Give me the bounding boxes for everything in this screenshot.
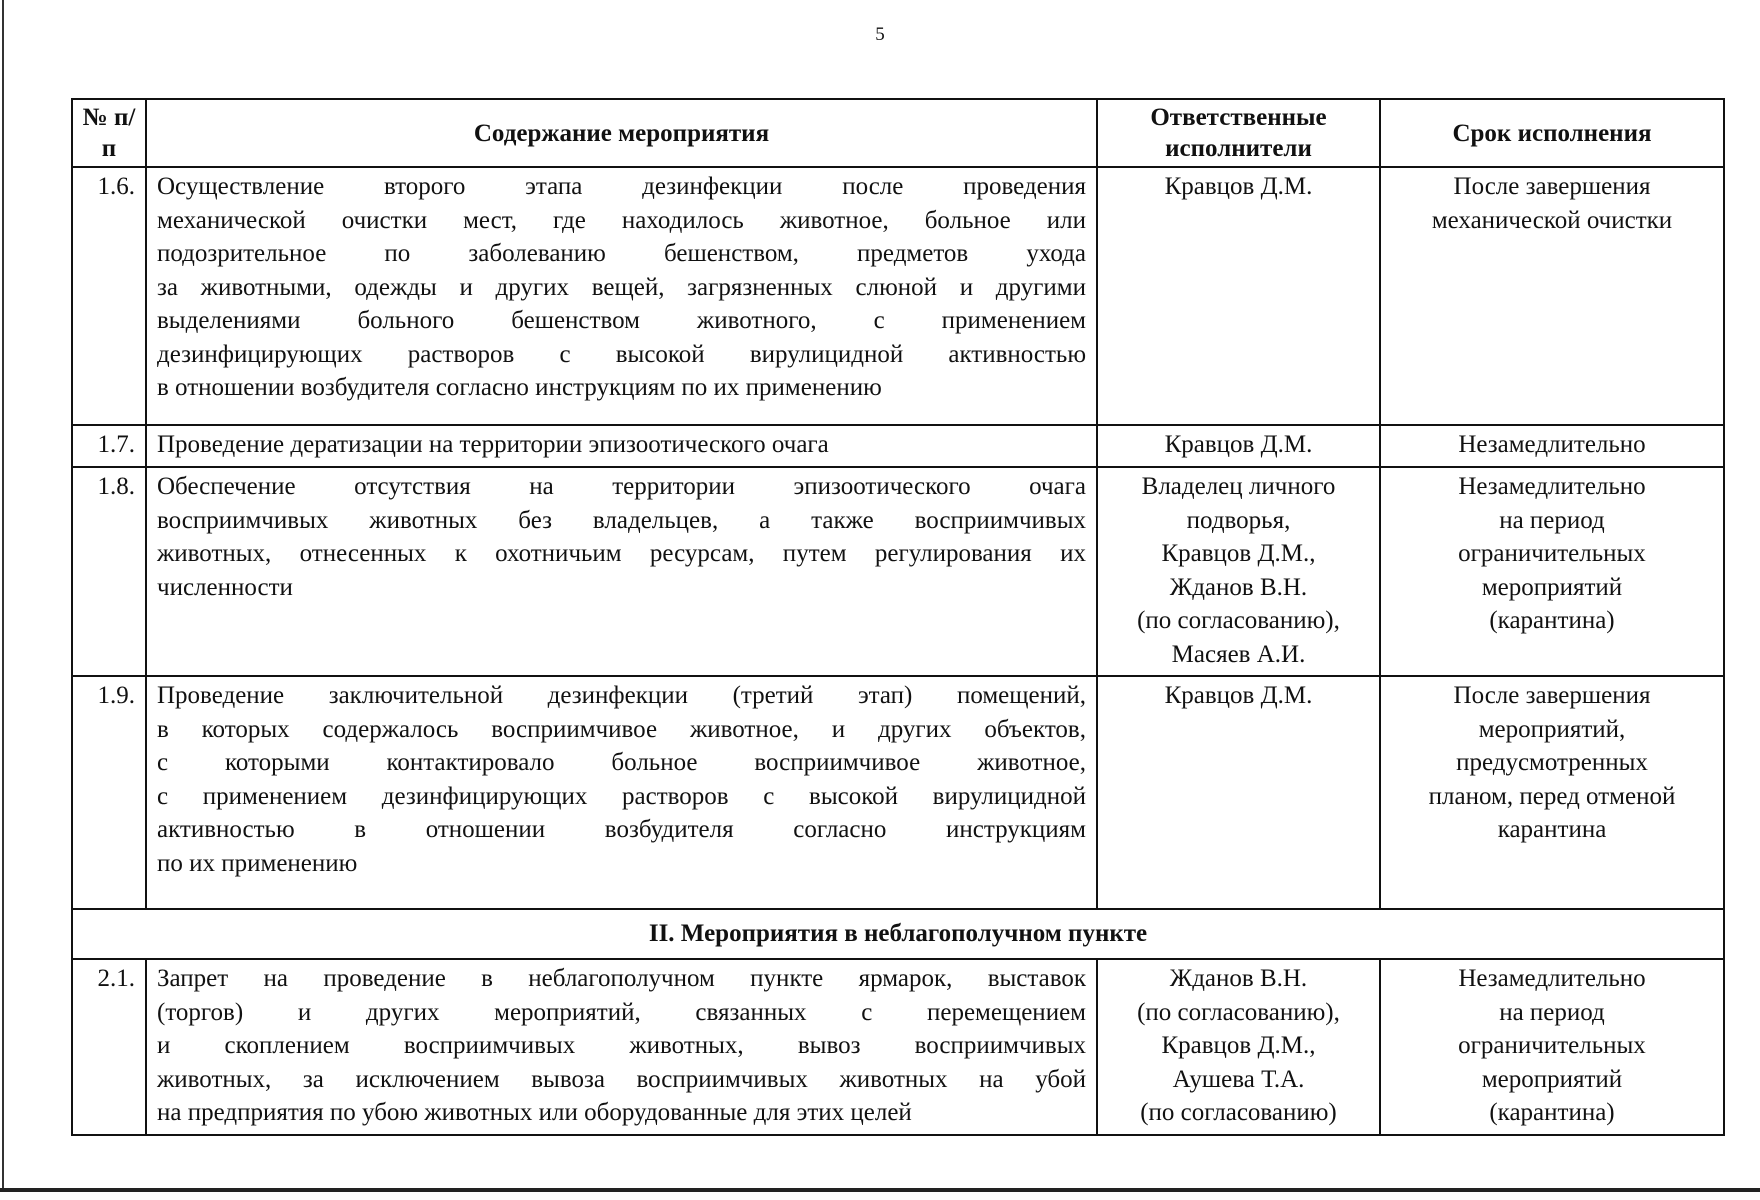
row-term	[1380, 167, 1724, 425]
text-line: (карантина)	[1489, 1099, 1615, 1126]
text-line: животных, отнесенных к охотничьим ресурсам, путем регулирования их	[157, 540, 1086, 567]
text-line: подворья,	[1186, 506, 1291, 534]
text-line: Незамедлительно	[1458, 431, 1646, 458]
text-line: за животными, одежды и других вещей, загрязненных слюной и другими	[157, 273, 1086, 301]
row-responsible	[1097, 167, 1380, 425]
text-line: (по согласованию)	[1140, 1099, 1337, 1126]
text-line: (торгов) и других мероприятий, связанных с перемещением	[157, 998, 1086, 1026]
text-line: Незамедлительно	[1458, 473, 1646, 500]
section-title: II. Мероприятия в неблагополучном пункте	[72, 909, 1724, 959]
text-line: на предприятия по убою животных или оборудованные для этих целей	[157, 1099, 912, 1126]
text-line: Незамедлительно	[1458, 965, 1646, 992]
header-responsible: Ответственные исполнители	[1097, 99, 1380, 167]
text-line: на период	[1499, 998, 1605, 1026]
text-line: Жданов В.Н.	[1169, 965, 1308, 992]
text-line: с применением дезинфицирующих растворов с высокой вирулицидной	[157, 782, 1086, 810]
row-content	[146, 676, 1097, 909]
row-responsible	[1097, 425, 1380, 467]
measures-table	[71, 98, 1725, 1136]
row-content	[146, 425, 1097, 467]
text-line: подозрительное по заболеванию бешенством, предметов ухода	[157, 240, 1086, 267]
text-line: механической очистки мест, где находилось животное, больное или	[157, 206, 1086, 234]
text-line: выделениями больного бешенством животного, с применением	[157, 307, 1086, 334]
text-line: Осуществление второго этапа дезинфекции после проведения	[157, 173, 1086, 200]
text-line: активностью в отношении возбудителя согласно инструкциям	[157, 816, 1086, 843]
text-line: После завершения	[1453, 173, 1651, 200]
text-line: После завершения	[1453, 682, 1651, 709]
text-line: планом, перед отменой	[1428, 782, 1676, 810]
text-line: мероприятий	[1481, 573, 1623, 601]
scan-border-bottom	[0, 1188, 1760, 1192]
row-content	[146, 467, 1097, 676]
text-line: Кравцов Д.М.	[1164, 173, 1313, 200]
text-line: Масяев А.И.	[1171, 640, 1306, 668]
table-header-row	[72, 99, 1724, 167]
row-term	[1380, 467, 1724, 676]
text-line: карантина	[1497, 816, 1607, 843]
text-line: Проведение дератизации на территории эпизоотического очага	[157, 431, 829, 458]
text-line: мероприятий	[1481, 1065, 1623, 1093]
row-number: 2.1.	[72, 959, 146, 1135]
text-line: с которыми контактировало больное восприимчивое животное,	[157, 749, 1086, 776]
text-line: Кравцов Д.М.	[1164, 682, 1313, 709]
text-line: Обеспечение отсутствия на территории эпизоотического очага	[157, 473, 1086, 500]
text-line: ограничительных	[1458, 540, 1646, 567]
text-line: Кравцов Д.М.	[1164, 431, 1313, 458]
row-term	[1380, 425, 1724, 467]
text-line: механической очистки	[1431, 206, 1673, 234]
text-line: Кравцов Д.М.,	[1161, 1032, 1316, 1059]
text-line: (по согласованию),	[1137, 998, 1340, 1026]
text-line: на период	[1499, 506, 1605, 534]
row-content	[146, 167, 1097, 425]
text-line: численности	[157, 573, 293, 601]
row-responsible	[1097, 959, 1380, 1135]
text-line: в которых содержалось восприимчивое животное, и других объектов,	[157, 715, 1086, 743]
text-line: Кравцов Д.М.,	[1161, 540, 1316, 567]
text-line: (по согласованию),	[1137, 607, 1340, 634]
text-line: ограничительных	[1458, 1032, 1646, 1059]
table-row	[72, 425, 1724, 467]
text-line: Запрет на проведение в неблагополучном пункте ярмарок, выставок	[157, 965, 1086, 992]
header-num: № п/п	[72, 99, 146, 167]
row-number: 1.8.	[72, 467, 146, 676]
table-row	[72, 959, 1724, 1135]
text-line: предусмотренных	[1456, 749, 1648, 776]
row-responsible	[1097, 676, 1380, 909]
page-number: 5	[875, 24, 885, 45]
row-term	[1380, 959, 1724, 1135]
row-number: 1.6.	[72, 167, 146, 425]
text-line: восприимчивых животных без владельцев, а также восприимчивых	[157, 506, 1086, 534]
header-term: Срок исполнения	[1380, 99, 1724, 167]
row-number: 1.7.	[72, 425, 146, 467]
text-line: мероприятий,	[1478, 715, 1626, 743]
text-line: животных, за исключением вывоза восприимчивых животных на убой	[157, 1065, 1086, 1093]
row-content	[146, 959, 1097, 1135]
text-line: Жданов В.Н.	[1169, 573, 1308, 601]
text-line: в отношении возбудителя согласно инструкциям по их применению	[157, 374, 882, 401]
row-number: 1.9.	[72, 676, 146, 909]
table-row	[72, 676, 1724, 909]
text-line: и скоплением восприимчивых животных, вывоз восприимчивых	[157, 1032, 1086, 1059]
text-line: по их применению	[157, 849, 358, 877]
text-line: дезинфицирующих растворов с высокой вирулицидной активностью	[157, 340, 1086, 368]
row-term	[1380, 676, 1724, 909]
table-row	[72, 167, 1724, 425]
scan-border-left	[2, 0, 4, 1190]
row-responsible	[1097, 467, 1380, 676]
text-line: Аушева Т.А.	[1172, 1065, 1305, 1093]
header-content: Содержание мероприятия	[146, 99, 1097, 167]
table-row	[72, 467, 1724, 676]
text-line: Владелец личного	[1141, 473, 1336, 500]
text-line: Проведение заключительной дезинфекции (третий этап) помещений,	[157, 682, 1086, 709]
section-row	[72, 909, 1724, 959]
text-line: (карантина)	[1489, 607, 1615, 634]
